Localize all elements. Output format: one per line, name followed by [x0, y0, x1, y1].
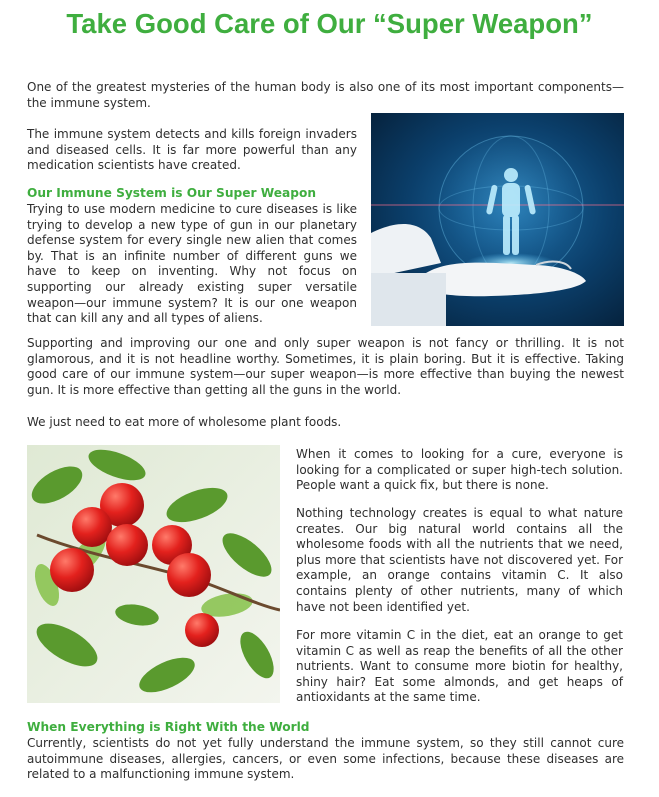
immune-understanding-paragraph: Currently, scientists do not yet fully understand the immune system, so they still cannot cure autoimmune diseases, allergies, cancers, or even some infections, because these diseases are related to a malfunctioning immune system. [27, 736, 624, 782]
supporting-paragraph: Supporting and improving our one and only super weapon is not fancy or thrilling. It is not glamorous, and it is not headline worthy. Sometimes, it is plain boring. But it is effective. Taking good care of our immune system—our super weapon—is more effective than buying the newest gun. It is more effective than getting all the guns in the world. [27, 336, 624, 397]
super-weapon-paragraph: Trying to use modern medicine to cure diseases is like trying to develop a new type of gun in our planetary defense system for every single new alien that comes by. That is an infinite number of different guns we have to keep on inventing. Why not focus on supporting our already existing super versatile weapon—our immune system? It is our one weapon that can kill any and all types of aliens. [27, 202, 357, 326]
section-heading-right-with-world: When Everything is Right With the World [27, 720, 310, 734]
cure-paragraph: When it comes to looking for a cure, everyone is looking for a complicated or super high-tech solution. People want a quick fix, but there is none. [296, 447, 623, 493]
acerola-cherries-image [27, 445, 280, 703]
vitamin-c-paragraph: For more vitamin C in the diet, eat an orange to get vitamin C as well as reap the benefits of all the other nutrients. Want to consume more biotin for healthy, shiny hair? Eat some almonds, and get heaps of antioxidants at the same time. [296, 628, 623, 705]
section-heading-super-weapon: Our Immune System is Our Super Weapon [27, 186, 317, 200]
eat-more-paragraph: We just need to eat more of wholesome plant foods. [27, 415, 342, 429]
nothing-technology-paragraph: Nothing technology creates is equal to what nature creates. Our big natural world contains all the wholesome foods with all the nutrients that we need, plus more that scientists have not discovered yet. For example, an orange contains vitamin C. It also contains plenty of other nutrients, many of which have not been identified yet. [296, 506, 623, 614]
intro-paragraph: One of the greatest mysteries of the human body is also one of its most important components—the immune system. [27, 80, 624, 110]
immune-detects-paragraph: The immune system detects and kills foreign invaders and diseased cells. It is far more powerful than any medication scientists have created. [27, 127, 357, 173]
hologram-hand-image [371, 113, 624, 326]
page-title: Take Good Care of Our “Super Weapon” [66, 8, 593, 39]
